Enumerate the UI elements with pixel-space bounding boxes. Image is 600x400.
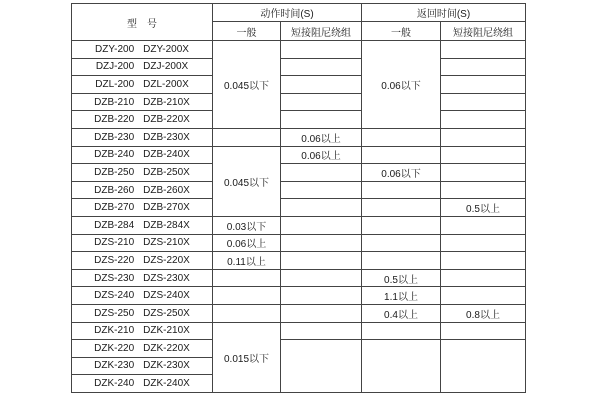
empty-cell: [441, 340, 526, 393]
empty-cell: [281, 287, 362, 305]
model-name: DZK-220: [94, 342, 135, 354]
header-model: 型 号: [72, 4, 213, 41]
empty-cell: [441, 269, 526, 287]
model-cell: [72, 234, 213, 252]
empty-cell: [362, 181, 441, 199]
table-row: [72, 287, 526, 305]
model-name-x: DZB-270X: [143, 202, 190, 214]
table-row: [72, 58, 526, 76]
model-cell: [72, 58, 213, 76]
empty-cell: [281, 181, 362, 199]
value-cell-action-damping: 0.06以上: [281, 128, 362, 146]
model-name-x: DZL-200X: [143, 78, 189, 90]
model-cell: [72, 340, 213, 358]
model-name-x: DZS-230X: [143, 272, 190, 284]
table-row: [72, 340, 526, 358]
empty-cell: [441, 234, 526, 252]
model-name-x: DZS-250X: [143, 307, 190, 319]
model-name: DZS-250: [94, 307, 135, 319]
empty-cell: [441, 287, 526, 305]
model-name: DZY-200: [95, 43, 135, 55]
model-cell: [72, 93, 213, 111]
empty-cell: [281, 252, 362, 270]
model-name-x: DZB-240X: [143, 149, 190, 161]
value-cell-return-damping: 0.5以上: [441, 199, 526, 217]
model-name: DZL-200: [95, 78, 135, 90]
table-row: [72, 199, 526, 217]
model-name: DZS-230: [94, 272, 135, 284]
table-row: [72, 252, 526, 270]
empty-cell: [441, 164, 526, 182]
model-cell: [72, 199, 213, 217]
model-name: DZB-220: [94, 114, 135, 126]
empty-cell: [281, 76, 362, 94]
model-name: DZK-230: [94, 360, 135, 372]
empty-cell: [441, 128, 526, 146]
model-name-x: DZK-210X: [143, 325, 190, 337]
header-return-time: 返回时间(S): [362, 4, 526, 22]
model-name-x: DZY-200X: [143, 43, 189, 55]
empty-cell: [281, 216, 362, 234]
model-cell: [72, 287, 213, 305]
empty-cell: [213, 304, 281, 322]
model-name-x: DZS-220X: [143, 254, 190, 266]
model-name: DZS-240: [94, 290, 135, 302]
model-name: DZJ-200: [95, 61, 135, 73]
model-cell: [72, 76, 213, 94]
model-name: DZB-284: [94, 219, 135, 231]
header-action-time: 动作时间(S): [213, 4, 362, 22]
empty-cell: [281, 41, 362, 59]
model-cell: [72, 252, 213, 270]
header-action-damping: 短接阻尼绕组: [281, 22, 362, 41]
model-name: DZB-230: [94, 131, 135, 143]
model-name-x: DZB-260X: [143, 184, 190, 196]
empty-cell: [362, 322, 441, 340]
empty-cell: [441, 216, 526, 234]
model-cell: [72, 304, 213, 322]
table-row: [72, 304, 526, 322]
table-row: [72, 322, 526, 340]
empty-cell: [441, 41, 526, 59]
model-cell: [72, 164, 213, 182]
model-name-x: DZB-210X: [143, 96, 190, 108]
model-cell: [72, 357, 213, 375]
empty-cell: [441, 252, 526, 270]
model-cell: [72, 41, 213, 59]
empty-cell: [362, 252, 441, 270]
value-cell-action-general: 0.11以上: [213, 252, 281, 270]
empty-cell: [441, 146, 526, 164]
empty-cell: [441, 322, 526, 340]
empty-cell: [213, 287, 281, 305]
empty-cell: [362, 340, 441, 393]
model-name-x: DZS-240X: [143, 290, 190, 302]
model-cell: [72, 322, 213, 340]
empty-cell: [281, 340, 362, 393]
empty-cell: [281, 111, 362, 129]
table-row: [72, 128, 526, 146]
value-cell-return-general: 0.4以上: [362, 304, 441, 322]
model-name: DZK-210: [94, 325, 135, 337]
model-name-x: DZS-210X: [143, 237, 190, 249]
model-cell: [72, 269, 213, 287]
model-name-x: DZB-250X: [143, 166, 190, 178]
model-cell: [72, 111, 213, 129]
model-name-x: DZK-240X: [143, 378, 190, 390]
empty-cell: [441, 93, 526, 111]
table-row: [72, 216, 526, 234]
model-name-x: DZB-284X: [143, 219, 190, 231]
value-cell-return-general: 0.5以上: [362, 269, 441, 287]
empty-cell: [281, 322, 362, 340]
value-cell-return-general: 0.06以下: [362, 41, 441, 129]
empty-cell: [441, 76, 526, 94]
value-cell-action-general: 0.03以下: [213, 216, 281, 234]
table-row: [72, 41, 526, 59]
model-name-x: DZK-230X: [143, 360, 190, 372]
table-row: [72, 93, 526, 111]
model-name: DZB-240: [94, 149, 135, 161]
empty-cell: [281, 164, 362, 182]
table-row: [72, 164, 526, 182]
empty-cell: [281, 304, 362, 322]
model-name: DZB-260: [94, 184, 135, 196]
header-return-general: 一般: [362, 22, 441, 41]
value-cell-action-general: 0.045以下: [213, 41, 281, 129]
empty-cell: [441, 181, 526, 199]
value-cell-action-general: 0.045以下: [213, 146, 281, 216]
table-row: [72, 234, 526, 252]
value-cell-return-damping: 0.8以上: [441, 304, 526, 322]
model-name-x: DZK-220X: [143, 342, 190, 354]
header-action-general: 一般: [213, 22, 281, 41]
table-row: [72, 269, 526, 287]
table-row: [72, 111, 526, 129]
value-cell-action-general: 0.06以上: [213, 234, 281, 252]
model-cell: [72, 216, 213, 234]
model-name: DZK-240: [94, 378, 135, 390]
table-row: [72, 181, 526, 199]
value-cell-return-general: 1.1以上: [362, 287, 441, 305]
value-cell-action-damping: 0.06以上: [281, 146, 362, 164]
model-name: DZB-270: [94, 202, 135, 214]
empty-cell: [281, 58, 362, 76]
empty-cell: [362, 128, 441, 146]
table-row: [72, 146, 526, 164]
model-name-x: DZJ-200X: [143, 61, 189, 73]
model-cell: [72, 128, 213, 146]
model-cell: [72, 375, 213, 393]
empty-cell: [281, 234, 362, 252]
model-name-x: DZB-220X: [143, 114, 190, 126]
empty-cell: [441, 111, 526, 129]
empty-cell: [362, 146, 441, 164]
relay-spec-table: [71, 3, 526, 393]
table-row: [72, 76, 526, 94]
model-cell: [72, 146, 213, 164]
model-name-x: DZB-230X: [143, 131, 190, 143]
empty-cell: [281, 93, 362, 111]
empty-cell: [281, 199, 362, 217]
value-cell-return-general: 0.06以下: [362, 164, 441, 182]
empty-cell: [362, 234, 441, 252]
model-cell: [72, 181, 213, 199]
empty-cell: [213, 128, 281, 146]
header-return-damping: 短接阻尼绕组: [441, 22, 526, 41]
model-name: DZB-250: [94, 166, 135, 178]
empty-cell: [213, 269, 281, 287]
empty-cell: [281, 269, 362, 287]
model-name: DZB-210: [94, 96, 135, 108]
empty-cell: [362, 216, 441, 234]
model-name: DZS-220: [94, 254, 135, 266]
model-name: DZS-210: [94, 237, 135, 249]
value-cell-action-general: 0.015以下: [213, 322, 281, 392]
empty-cell: [362, 199, 441, 217]
empty-cell: [441, 58, 526, 76]
